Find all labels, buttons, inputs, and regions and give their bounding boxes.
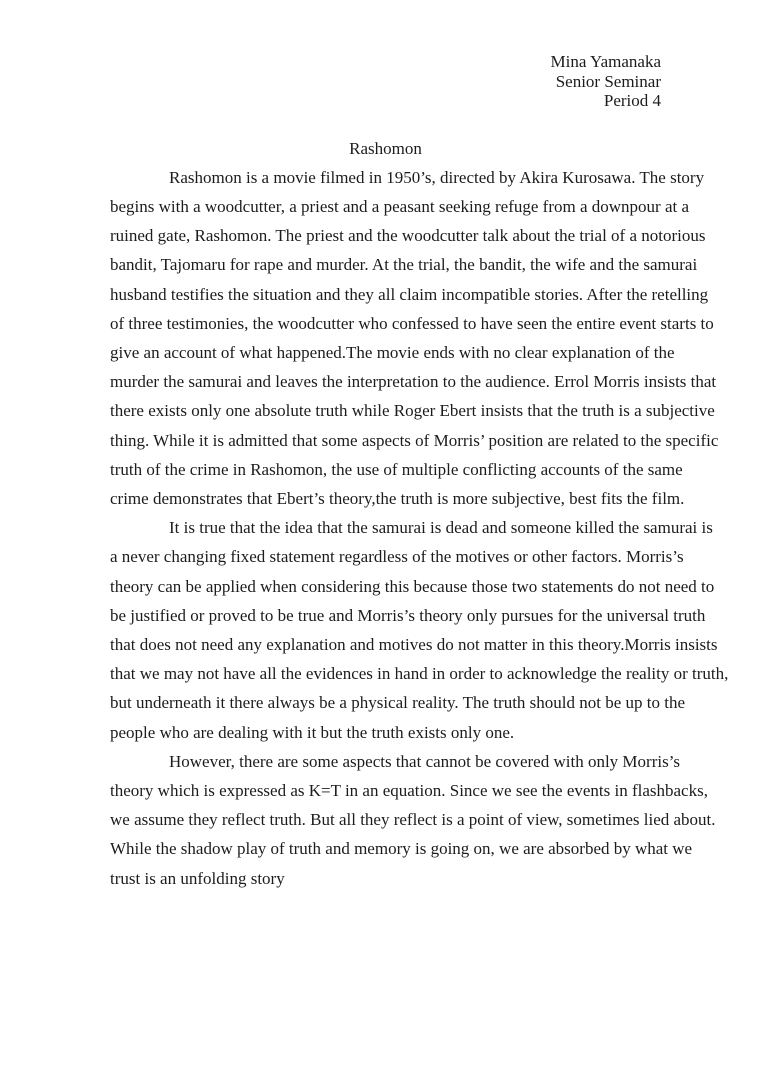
paragraph-3: [110, 747, 716, 893]
course-name: Senior Seminar: [555, 71, 661, 91]
essay-line: While the shadow play of truth and memory is going on, we are absorbed by what we: [110, 839, 693, 859]
essay-line: Rashomon is a movie filmed in 1950’s, directed by Akira Kurosawa. The story: [169, 167, 705, 187]
essay-line: we assume they reflect truth. But all they reflect is a point of view, sometimes lied about.: [110, 810, 716, 830]
essay-line: people who are dealing with it but the truth exists only one.: [110, 722, 515, 742]
essay-line: there exists only one absolute truth while Roger Ebert insists that the truth is a subjective: [110, 401, 715, 421]
essay-line: begins with a woodcutter, a priest and a peasant seeking refuge from a downpour at a: [110, 196, 690, 216]
essay-line: bandit, Tajomaru for rape and murder. At the trial, the bandit, the wife and the samurai: [110, 255, 698, 275]
essay-body: [0, 134, 768, 893]
essay-line: However, there are some aspects that cannot be covered with only Morris’s: [169, 751, 681, 771]
student-header: [0, 0, 768, 111]
essay-line: It is true that the idea that the samurai is dead and someone killed the samurai is: [169, 518, 713, 538]
essay-line: a never changing fixed statement regardless of the motives or other factors. Morris’s: [110, 547, 684, 567]
essay-line: that we may not have all the evidences in hand in order to acknowledge the reality or truth,: [110, 664, 729, 684]
paragraph-2: [110, 513, 729, 747]
essay-line: but underneath it there always be a physical reality. The truth should not be up to the: [110, 693, 686, 713]
essay-line: that does not need any explanation and motives do not matter in this theory.Morris insists: [110, 634, 718, 654]
essay-line: be justified or proved to be true and Morris’s theory only pursues for the universal truth: [110, 605, 706, 625]
class-period: Period 4: [603, 91, 661, 110]
essay-line: trust is an unfolding story: [110, 868, 285, 888]
essay-line: murder the samurai and leaves the interpretation to the audience. Errol Morris insists that: [110, 372, 717, 392]
paragraph-1: [110, 163, 719, 513]
essay-line: thing. While it is admitted that some aspects of Morris’ position are related to the specific: [110, 430, 719, 450]
author-name: Mina Yamanaka: [550, 52, 661, 71]
essay-line: ruined gate, Rashomon. The priest and the woodcutter talk about the trial of a notorious: [110, 226, 706, 246]
essay-line: husband testifies the situation and they all claim incompatible stories. After the retelling: [110, 284, 709, 304]
essay-line: truth of the crime in Rashomon, the use of multiple conflicting accounts of the same: [110, 459, 683, 479]
essay-line: give an account of what happened.The movie ends with no clear explanation of the: [110, 342, 675, 362]
essay-line: crime demonstrates that Ebert’s theory,the truth is more subjective, best fits the film.: [110, 488, 685, 508]
essay-line: of three testimonies, the woodcutter who confessed to have seen the entire event starts to: [110, 313, 714, 333]
essay-title: Rashomon: [349, 138, 422, 158]
essay-line: theory can be applied when considering this because those two statements do not need to: [110, 576, 715, 596]
essay-line: theory which is expressed as K=T in an equation. Since we see the events in flashbacks,: [110, 780, 708, 800]
